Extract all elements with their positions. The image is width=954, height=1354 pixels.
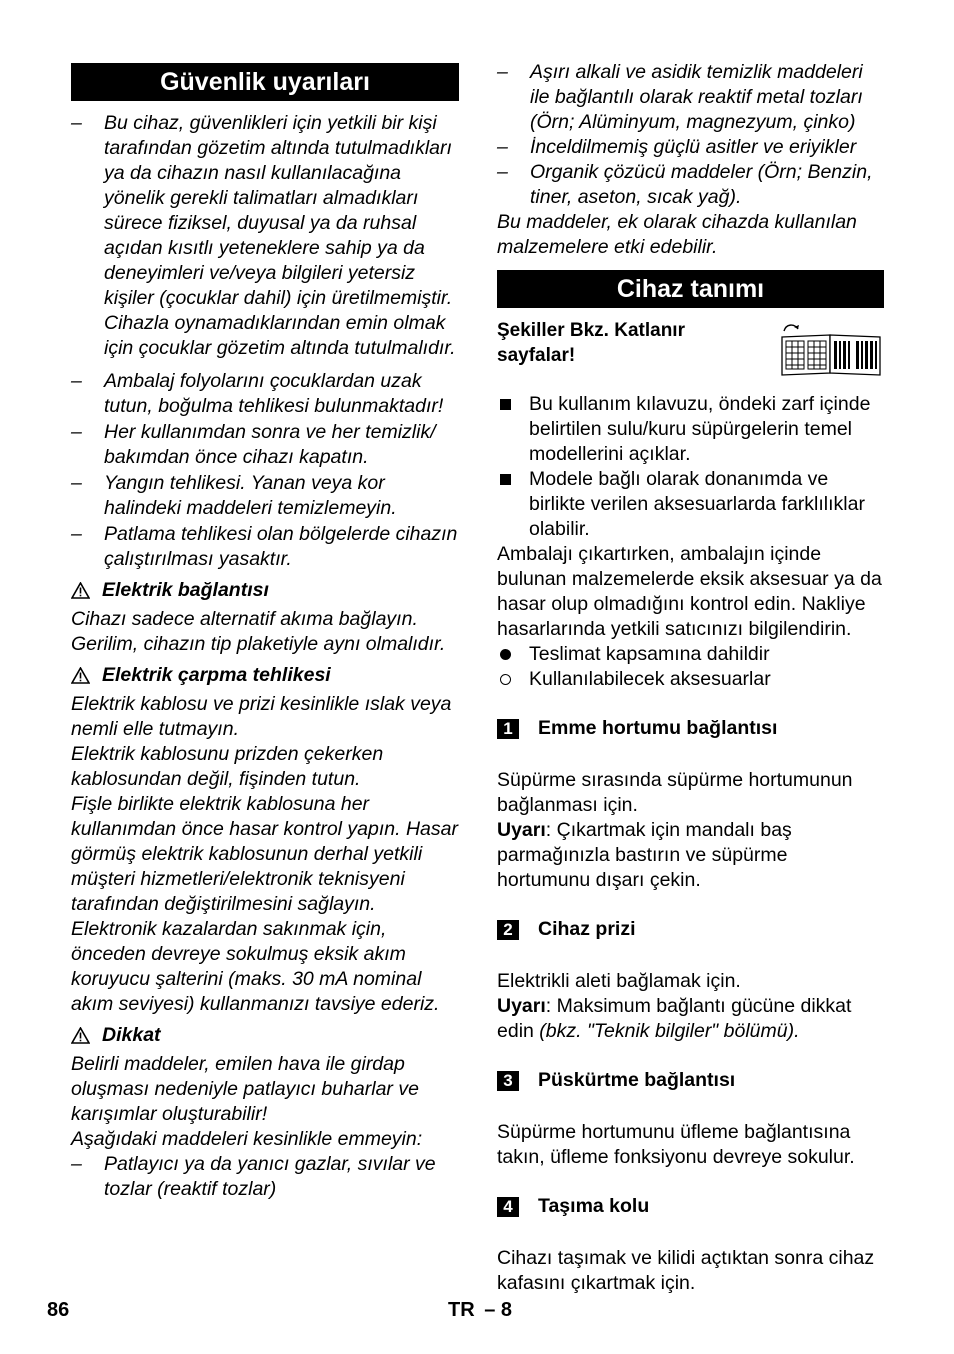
list-item: – Organik çözücü maddeler (Örn; Benzin, tiner, aseton, sıcak yağ). [497, 161, 873, 208]
dash-bullet: – [497, 136, 508, 158]
caution-heading: Dikkat [71, 1023, 459, 1048]
dash-bullet: – [71, 1153, 82, 1175]
dash-bullet: – [71, 421, 82, 443]
component-heading: 1 Emme hortumu bağlantısı [497, 716, 884, 741]
hollow-circle-icon [500, 674, 511, 685]
list-item: – Yangın tehlikesi. Yanan veya kor halindeki maddeleri temizlemeyin. [71, 472, 397, 519]
list-item: – Patlayıcı ya da yanıcı gazlar, sıvılar ve tozlar (reaktif tozlar) [71, 1153, 436, 1200]
section-heading-safety: Güvenlik uyarıları [71, 63, 459, 101]
warning-triangle-icon [71, 1027, 90, 1044]
electric-shock-text: Elektrik kablosu ve prizi kesinlikle ıslak veya nemli elle tutmayın. Elektrik kablosunu prizden çekerken kablosundan değil, fişinden tutun. Fişle birlikte elektrik kablosuna her kullanımdan önce hasar kontrol yapın. Hasar görmüş elektrik kablosunun derhal yetkili müşteri hizmetleri/elektronik teknisyeni tarafından değiştirilmesini sağlayın. Elektronik kazalardan sakınmak için, önceden devreye sokulmuş eksik akım koruyucu şalterini (maks. 30 mA nominal akım seviyesi) kullanmanızı tavsiye ederiz. [71, 693, 458, 1015]
list-item: – Aşırı alkali ve asidik temizlik maddeleri ile bağlantılı olarak reaktif metal tozları (Örn; Alüminyum, magnezyum, çinko) [497, 61, 863, 133]
list-item: Bu kullanım kılavuzu, öndeki zarf içinde belirtilen sulu/kuru süpürgelerin temel modellerini açıklar. [497, 392, 884, 467]
section-heading-device: Cihaz tanımı [497, 270, 884, 308]
component-note: Uyarı: Çıkartmak için mandalı baş parmağınızla bastırın ve süpürme hortumunu dışarı çekin. [497, 819, 792, 891]
section-page-label: TR – 8 [448, 1299, 513, 1321]
component-heading: 4 Taşıma kolu [497, 1194, 884, 1219]
list-item: Modele bağlı olarak donanımda ve birlikte verilen aksesuarlarda farklılıklar olabilir. [497, 467, 884, 542]
component-note: Uyarı: Maksimum bağlantı gücüne dikkat edin (bkz. "Teknik bilgiler" bölümü). [497, 995, 852, 1042]
component-number: 4 [497, 1197, 519, 1217]
square-bullet [500, 399, 511, 410]
component-text: Elektrikli aleti bağlamak için. [497, 970, 741, 992]
legend-optional: Kullanılabilecek aksesuarlar [497, 667, 884, 692]
component-text: Süpürme hortumunu üfleme bağlantısına takın, üfleme fonksiyonu devreye sokulur. [497, 1121, 855, 1168]
list-item: – Ambalaj folyolarını çocuklardan uzak tutun, boğulma tehlikesi bulunmaktadır! [71, 370, 444, 417]
component-number: 2 [497, 920, 519, 940]
dash-bullet: – [497, 61, 508, 83]
right-column [497, 60, 884, 1296]
list-item: – Her kullanımdan sonra ve her temizlik/ bakımdan önce cihazı kapatın. [71, 421, 436, 468]
dash-bullet: – [497, 161, 508, 183]
list-item: – İnceldilmemiş güçlü asitler ve eriyikler [497, 136, 857, 158]
square-bullet [500, 474, 511, 485]
list-item: – Bu cihaz, güvenlikleri için yetkili bir kişi tarafından gözetim altında tutulmadıkları ya da cihazın nasıl kullanılacağına yönelik gerekli talimatları almadıkları sürece fiziksel, duyusal ya da ruhsal açıdan kısıtlı yeteneklere sahip ya da deneyimleri ve/veya bilgileri yetersiz kişiler (çocuklar dahil) için üretilmemiştir. Cihazla oynamadıklarından emin olmak için çocuklar gözetim altında tutulmalıdır. [71, 112, 456, 359]
electric-connection-heading: Elektrik bağlantısı [71, 578, 459, 603]
component-heading: 2 Cihaz prizi [497, 917, 884, 942]
dash-bullet: – [71, 112, 82, 134]
component-text: Cihazı taşımak ve kilidi açtıktan sonra cihaz kafasını çıkartmak için. [497, 1247, 875, 1294]
warning-triangle-icon [71, 582, 90, 599]
foldout-pages-icon [778, 321, 884, 377]
component-text: Süpürme sırasında süpürme hortumunun bağlanması için. [497, 769, 853, 816]
legend-included: Teslimat kapsamına dahildir [497, 642, 884, 667]
unpack-text: Ambalajı çıkartırken, ambalajın içinde bulunan malzemelerde eksik aksesuar ya da hasar olup olmadığını kontrol edin. Nakliye hasarlarında yetkili satıcınızı bilgilendirin. [497, 543, 882, 640]
component-number: 3 [497, 1071, 519, 1091]
list-item: – Patlama tehlikesi olan bölgelerde cihazın çalıştırılması yasaktır. [71, 523, 458, 570]
component-number: 1 [497, 719, 519, 739]
electric-connection-text: Cihazı sadece alternatif akıma bağlayın. Gerilim, cihazın tip plaketiyle aynı olmalıdır. [71, 608, 446, 655]
substance-note: Bu maddeler, ek olarak cihazda kullanılan malzemelere etki edebilir. [497, 211, 857, 258]
warning-triangle-icon [71, 667, 90, 684]
device-info-list [497, 392, 884, 542]
filled-circle-icon [500, 649, 511, 660]
figures-reference: Şekiller Bkz. Katlanır sayfalar! [497, 318, 884, 378]
safety-bullet-list [71, 111, 459, 572]
caution-text: Belirli maddeler, emilen hava ile girdap oluşması nedeniyle patlayıcı buharlar ve karışımlar oluşturabilir! Aşağıdaki maddeleri kesinlikle emmeyin: – Patlayıcı ya da yanıcı gazlar, sıvılar ve tozlar (reaktif tozlar) [71, 1052, 459, 1202]
dash-bullet: – [71, 523, 82, 545]
left-column [71, 63, 459, 1202]
electric-shock-heading: Elektrik çarpma tehlikesi [71, 663, 459, 688]
dash-bullet: – [71, 472, 82, 494]
dash-bullet: – [71, 370, 82, 392]
substance-bullet-list [497, 60, 884, 210]
page-number: 86 [47, 1299, 70, 1321]
component-heading: 3 Püskürtme bağlantısı [497, 1068, 884, 1093]
